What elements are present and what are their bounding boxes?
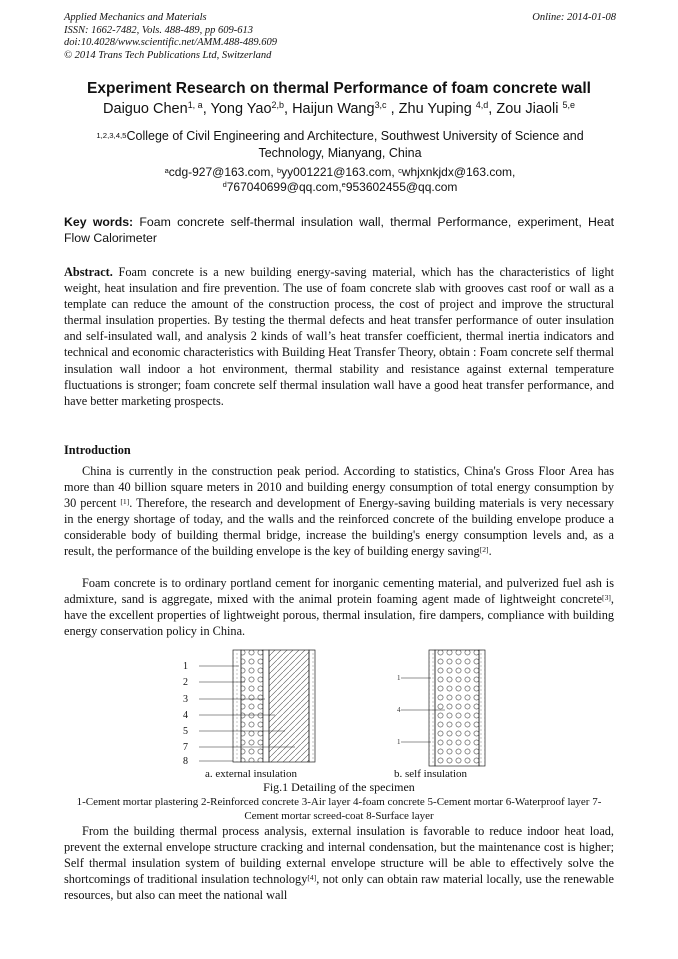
author-sup: 3,c bbox=[374, 99, 387, 110]
journal-header bbox=[64, 12, 277, 62]
figure-title: Fig.1 Detailing of the specimen bbox=[263, 780, 415, 794]
author-name: Zou Jiaoli bbox=[496, 101, 559, 117]
figure-label: 4 bbox=[183, 710, 188, 721]
author-name: Yong Yao bbox=[210, 101, 272, 117]
paper-title: Experiment Research on thermal Performance of foam concrete wall bbox=[87, 80, 591, 97]
citation: [3] bbox=[602, 592, 611, 602]
journal-name: Applied Mechanics and Materials bbox=[64, 12, 207, 23]
email-sup: a bbox=[164, 165, 169, 175]
paragraph-text: . bbox=[488, 544, 492, 559]
affiliation bbox=[90, 128, 590, 162]
keywords-label: Key words: bbox=[64, 215, 134, 229]
paragraph-text: Foam concrete is to ordinary portland cement for inorganic cementing material, and pulverized fuel ash is admixture, sand is aggregate, mixed with the animal protein foaming agent made of lightweight concrete bbox=[64, 576, 614, 607]
author-name: Zhu Yuping bbox=[398, 101, 472, 117]
figure-legend: 1-Cement mortar plastering 2-Reinforced concrete 3-Air layer 4-foam concrete 5-Cement mortar 6-Waterproof layer 7-Cement mortar screed-coat 8-Surface layer bbox=[76, 796, 602, 822]
email-sup: e bbox=[341, 180, 346, 190]
email-address: whjxnkjdx@163.com bbox=[401, 165, 513, 179]
intro-paragraph-3 bbox=[64, 823, 614, 903]
intro-paragraph-1 bbox=[64, 463, 614, 560]
copyright-line: © 2014 Trans Tech Publications Ltd, Switzerland bbox=[64, 49, 272, 61]
figure-label: 1 bbox=[183, 661, 188, 672]
abstract-label: Abstract. bbox=[64, 265, 113, 279]
figure-label: 3 bbox=[183, 694, 188, 705]
affiliation-sup: 1,2,3,4,5 bbox=[96, 130, 127, 140]
author-sup: 2,b bbox=[271, 99, 285, 110]
email-address: 953602455@qq.com bbox=[345, 179, 458, 194]
citation: [1] bbox=[120, 497, 130, 507]
doi-line: doi:10.4028/www.scientific.net/AMM.488-489.609 bbox=[64, 37, 277, 48]
paragraph-text: , not only can obtain raw material locally, use the renewable resources, but also can meet the national wall bbox=[64, 872, 614, 903]
author-sup: 4,d bbox=[475, 99, 489, 110]
figure-label: 7 bbox=[183, 742, 188, 753]
wall-detail-figure bbox=[175, 648, 515, 768]
self-insulation-drawing bbox=[401, 650, 485, 766]
email-list: $^a$cdg-927@163.com, $^b$yy001221@163.com, $^c$whjxnkjdx@163.com, $^d$767040699@qq.com,$^e$953602455@qq.com bbox=[164, 165, 516, 194]
issn-line: ISSN: 1662-7482, Vols. 488-489, pp 609-613 bbox=[64, 24, 253, 36]
figure-caption-b: b. self insulation bbox=[394, 768, 468, 780]
author-name: Daiguo Chen bbox=[103, 101, 188, 117]
citation: [4] bbox=[307, 873, 317, 883]
abstract bbox=[64, 264, 614, 409]
email-sup: d bbox=[222, 180, 227, 190]
online-date: Online: 2014-01-08 bbox=[532, 12, 616, 23]
external-insulation-drawing bbox=[199, 650, 315, 762]
figure-label: 1 bbox=[397, 674, 401, 682]
paragraph-text: From the building thermal process analysis, external insulation is favorable to reduce indoor heat load, prevent the external envelope structure cracking and internal condensation, but the maintenance cost is higher; Self thermal insulation system of building external envelope structure will be able to effectively solve the shortcomings of traditional insulation technology bbox=[64, 824, 614, 887]
figure-label: 4 bbox=[397, 706, 401, 714]
abstract-text: Foam concrete is a new building energy-saving material, which has the characteristics of light weight, heat insulation and fire prevention. The use of foam concrete slab with grooves cast roof or wall as a template can reduce the amount of the construction process, the cost of project and improve the structural thermal insulation properties. By testing the thermal defects and heat transfer performance of outer insulation and self-insulated wall, and analysis 2 kinds of wall’s heat transfer coefficient, thermal inertia indicators and technical and economic characteristics with Building Heat Transfer Theory, obtain : Foam concrete self thermal insulation wall indoor a hot environment, thermal stability and resistance against external temperature fluctuations is stronger; foam concrete self thermal insulation wall have a good heat transfer performance, and have better marketing prospects. bbox=[64, 265, 615, 408]
keywords-text: Foam concrete self-thermal insulation wall, thermal Performance, experiment, Heat Flow Calorimeter bbox=[64, 215, 614, 245]
email-address: 767040699@qq.com bbox=[226, 179, 339, 194]
author-name: Haijun Wang bbox=[292, 101, 375, 117]
email-sup: b bbox=[277, 165, 282, 175]
paragraph-text: China is currently in the construction peak period. According to statistics, China's Gross Floor Area has more than 40 billion square meters in 2010 and building energy consumption of total energy consumption by 30 percent bbox=[64, 464, 614, 511]
affiliation-text: College of Civil Engineering and Architecture, Southwest University of Science and Technology, Mianyang, China bbox=[126, 129, 584, 160]
email-address: yy001221@163.com bbox=[281, 165, 392, 179]
author-sup: 5,e bbox=[562, 99, 575, 110]
keywords bbox=[64, 214, 614, 246]
intro-paragraph-2 bbox=[64, 575, 614, 639]
figure-label: 2 bbox=[183, 677, 188, 688]
section-heading-introduction: Introduction bbox=[64, 443, 131, 457]
figure-caption-a: a. external insulation bbox=[205, 768, 297, 780]
citation: [2] bbox=[479, 545, 489, 555]
paragraph-text: , have the excellent properties of lightweight porous, thermal insulation, fire dampers, compliance with building energy conservation policy in China. bbox=[64, 592, 614, 639]
email-sup: c bbox=[398, 165, 402, 175]
figure-label: 5 bbox=[183, 726, 188, 737]
figure-label: 1 bbox=[397, 738, 401, 746]
author-sup: 1, a bbox=[187, 99, 203, 110]
paragraph-text: . Therefore, the research and development of Energy-saving building materials is very necessary in the energy shortage of today, and the walls and the reinforced concrete of the building envelope produce a considerable body of building thermal bridge, increase the building's energy consumption levels and, as a result, the performance of the building envelope is the key of building energy saving bbox=[64, 496, 614, 559]
author-list: Daiguo Chen$^{1, a}$, Yong Yao$^{2,b}$, Haijun Wang$^{3,c}$ , Zhu Yuping $^{4,d}$, Zou Jiaoli $^{5,e}$ bbox=[103, 99, 575, 117]
email-address: cdg-927@163.com bbox=[168, 165, 271, 179]
figure-label: 8 bbox=[183, 756, 188, 767]
